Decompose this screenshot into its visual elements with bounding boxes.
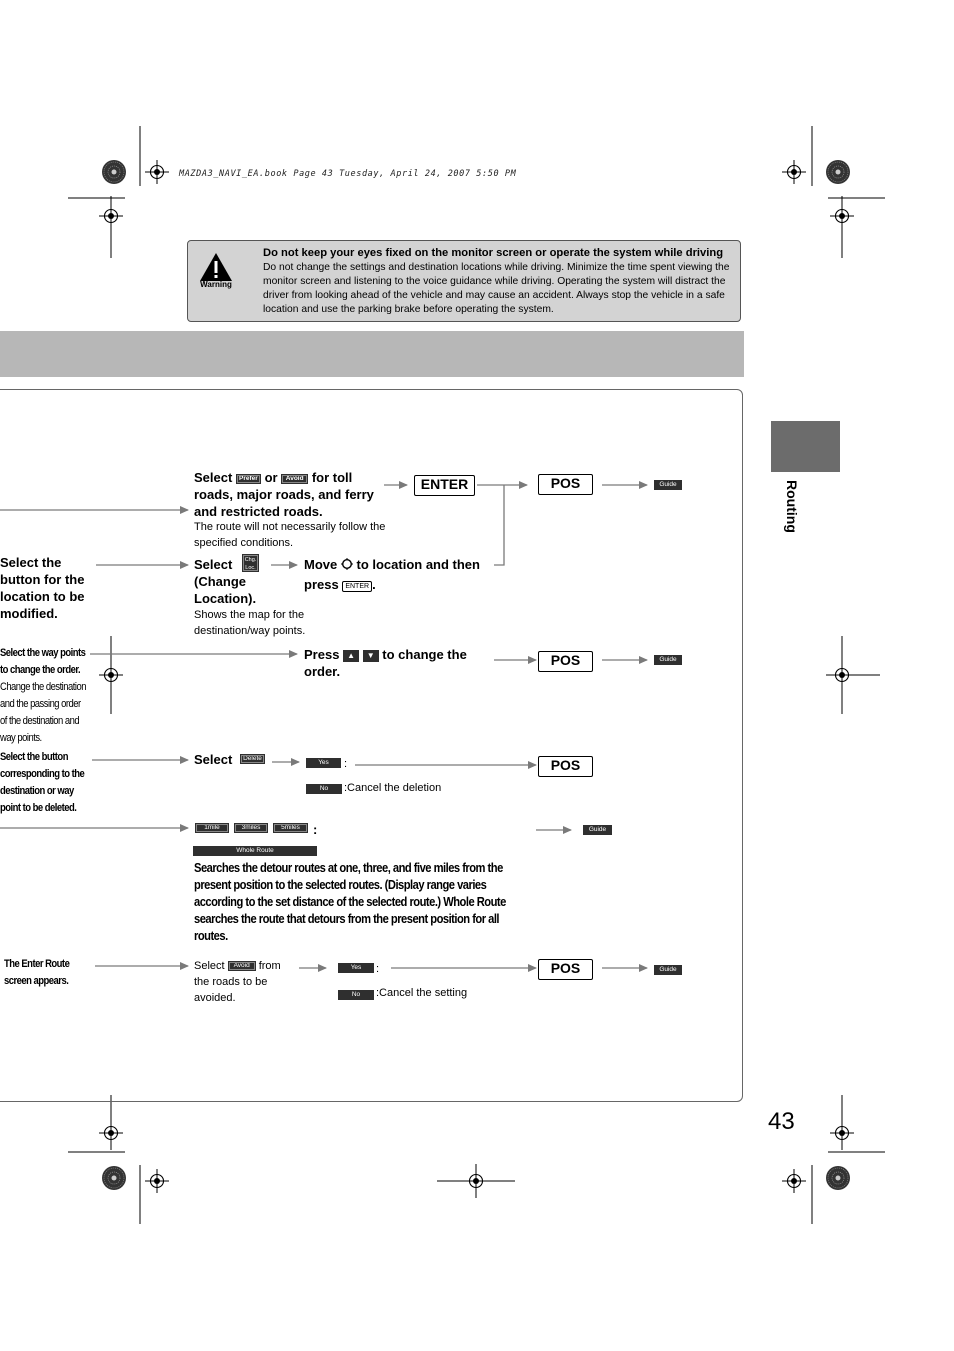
- pos-key[interactable]: POS: [538, 474, 593, 495]
- row3-instruction: Press ▲ ▼ to change the order.: [304, 647, 467, 679]
- enter-key-small[interactable]: ENTER: [342, 581, 372, 592]
- guide-button[interactable]: Guide: [654, 655, 682, 665]
- row4-left-text: Select the button corresponding to the destination or way point to be deleted.: [0, 751, 85, 814]
- no-cancel-text: :Cancel the setting: [376, 987, 468, 999]
- warning-title: Do not keep your eyes fixed on the monitor screen or operate the system while driving: [263, 247, 724, 259]
- no-button[interactable]: No: [306, 784, 342, 794]
- row1-note: The route will not necessarily follow the specified conditions.: [194, 521, 386, 549]
- row2-left-text: Select the button for the location to be modified.: [0, 555, 85, 621]
- yes-button[interactable]: Yes: [306, 758, 341, 768]
- guide-button[interactable]: Guide: [654, 480, 682, 490]
- yes-colon: :: [344, 758, 348, 770]
- row2-note: Shows the map for the destination/way points.: [194, 609, 306, 637]
- no-cancel-text: :Cancel the deletion: [344, 782, 442, 794]
- yes-colon: :: [376, 963, 380, 975]
- avoid-button[interactable]: Avoid: [281, 474, 308, 484]
- row2-press-enter: press ENTER .: [304, 577, 376, 592]
- avoid-button[interactable]: Avoid: [228, 961, 256, 971]
- row3-left-note: Change the destination and the passing order of the destination and way points.: [0, 681, 86, 744]
- guide-button[interactable]: Guide: [654, 965, 682, 975]
- row3-left-title: Select the way points to change the order.: [0, 647, 86, 676]
- row6-instruction: Select Avoid from the roads to be avoided.: [194, 960, 281, 1004]
- row4-select-label: Select: [194, 752, 233, 767]
- warning-body: Do not change the settings and destination locations while driving. Minimize the time spent viewing the monitor screen and listening to the voice guidance while driving. Operating the system will distract the driver from looking ahead of the vehicle and may cause an accident. Always stop the vehicle in a safe location and use the parking brake before operating the system.: [263, 262, 730, 315]
- row2-select-label: Select: [194, 557, 233, 572]
- side-tab-label: Routing: [784, 480, 800, 533]
- no-button[interactable]: No: [338, 990, 374, 1000]
- one-mile-button[interactable]: 1mile: [195, 823, 229, 833]
- warning-label: Warning: [200, 280, 232, 289]
- five-miles-button[interactable]: 5miles: [273, 823, 308, 833]
- pos-key[interactable]: POS: [538, 651, 593, 672]
- row5-description: Searches the detour routes at one, three, and five miles from the present position to the selected routes. (Display range varies according to the set distance of the selected route.) Whole Route searches the route that detours from the present position for all routes.: [194, 860, 506, 943]
- prefer-button[interactable]: Prefer: [236, 474, 261, 484]
- change-location-button[interactable]: Chg. Loc.: [242, 554, 259, 572]
- three-miles-button[interactable]: 3miles: [234, 823, 268, 833]
- row6-left-text: The Enter Route screen appears.: [4, 958, 70, 987]
- row5-colon: :: [313, 822, 318, 837]
- row1-instruction: Select Prefer or Avoid for toll roads, major roads, and ferry and restricted roads.: [194, 470, 374, 519]
- row2-desc: (Change Location).: [194, 574, 257, 606]
- enter-key[interactable]: ENTER: [414, 475, 475, 496]
- row2-move-instruction: Move to location and then: [304, 557, 480, 572]
- page-number: 43: [768, 1108, 795, 1135]
- pos-key[interactable]: POS: [538, 959, 593, 980]
- joystick-icon: [341, 558, 353, 570]
- pos-key[interactable]: POS: [538, 756, 593, 777]
- whole-route-button[interactable]: Whole Route: [193, 846, 317, 856]
- guide-button[interactable]: Guide: [583, 825, 612, 835]
- delete-button[interactable]: Delete: [240, 754, 265, 764]
- yes-button[interactable]: Yes: [338, 963, 374, 973]
- down-arrow-button[interactable]: ▼: [363, 650, 379, 662]
- print-header: MAZDA3_NAVI_EA.book Page 43 Tuesday, April 24, 2007 5:50 PM: [179, 169, 517, 179]
- up-arrow-button[interactable]: ▲: [343, 650, 359, 662]
